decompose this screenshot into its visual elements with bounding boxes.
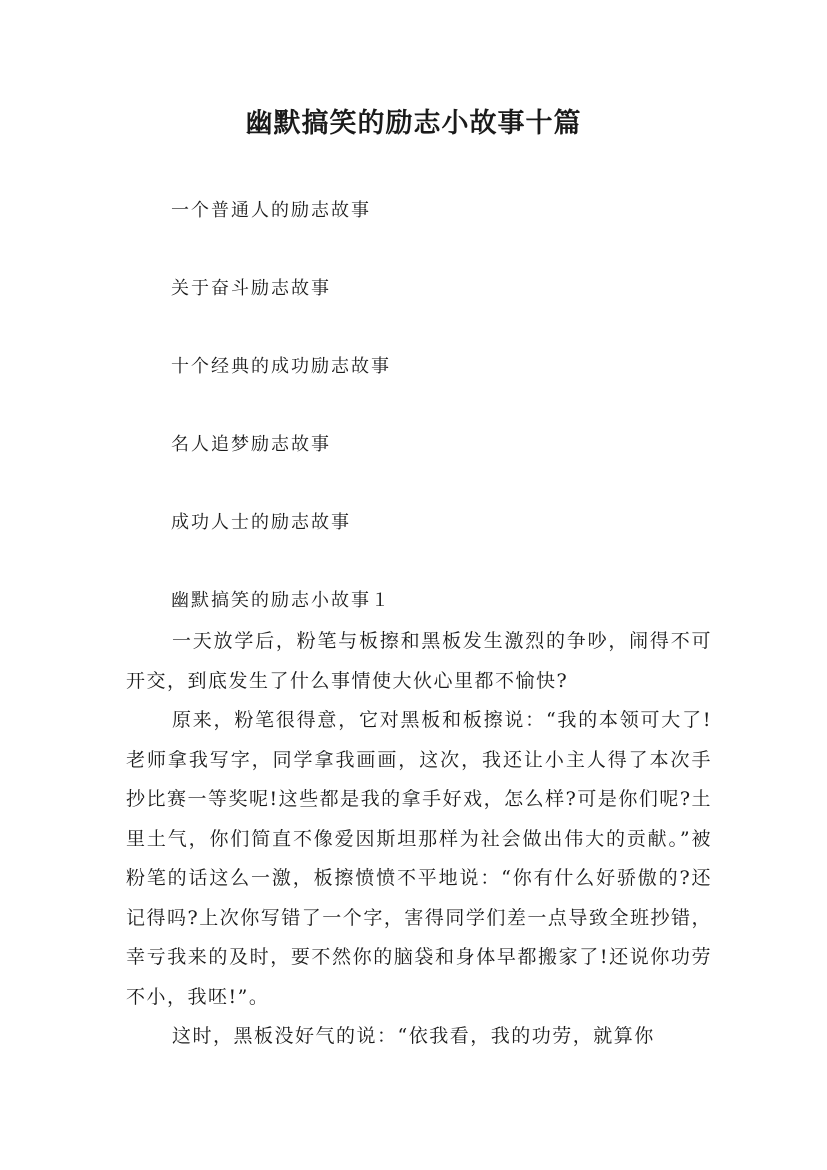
toc-item: 一个普通人的励志故事	[171, 200, 371, 221]
document-title: 幽默搞笑的励志小故事十篇	[245, 108, 582, 139]
paragraph: 原来，粉笔很得意，它对黑板和板擦说：“我的本领可大了!老师拿我写字，同学拿我画画，这次，我还让小主人得了本次手抄比赛一等奖呢!这些都是我的拿手好戏，怎么样?可是你们呢?土里土气，你们简直不像爱因斯坦那样为社会做出伟大的贡献。”被粉笔的话这么一激，板擦愤愤不平地说：“你有什么好骄傲的?还记得吗?上次你写错了一个字，害得同学们差一点导致全班抄错，幸亏我来的及时，要不然你的脑袋和身体早都搬家了!还说你功劳不小，我呸!”。	[126, 709, 713, 1008]
toc-item: 关于奋斗励志故事	[171, 278, 331, 299]
toc-item: 成功人士的励志故事	[171, 512, 351, 533]
story-body	[126, 622, 712, 1057]
toc-item: 十个经典的成功励志故事	[171, 356, 391, 377]
toc-item: 名人追梦励志故事	[171, 434, 331, 455]
paragraph: 一天放学后，粉笔与板擦和黑板发生激烈的争吵，闹得不可开交，到底发生了什么事情使大伙心里都不愉快?	[126, 630, 712, 692]
story-heading: 幽默搞笑的励志小故事１	[171, 590, 391, 611]
table-of-contents	[171, 194, 731, 584]
paragraph: 这时，黑板没好气的说：“依我看，我的功劳，就算你	[172, 1025, 655, 1047]
